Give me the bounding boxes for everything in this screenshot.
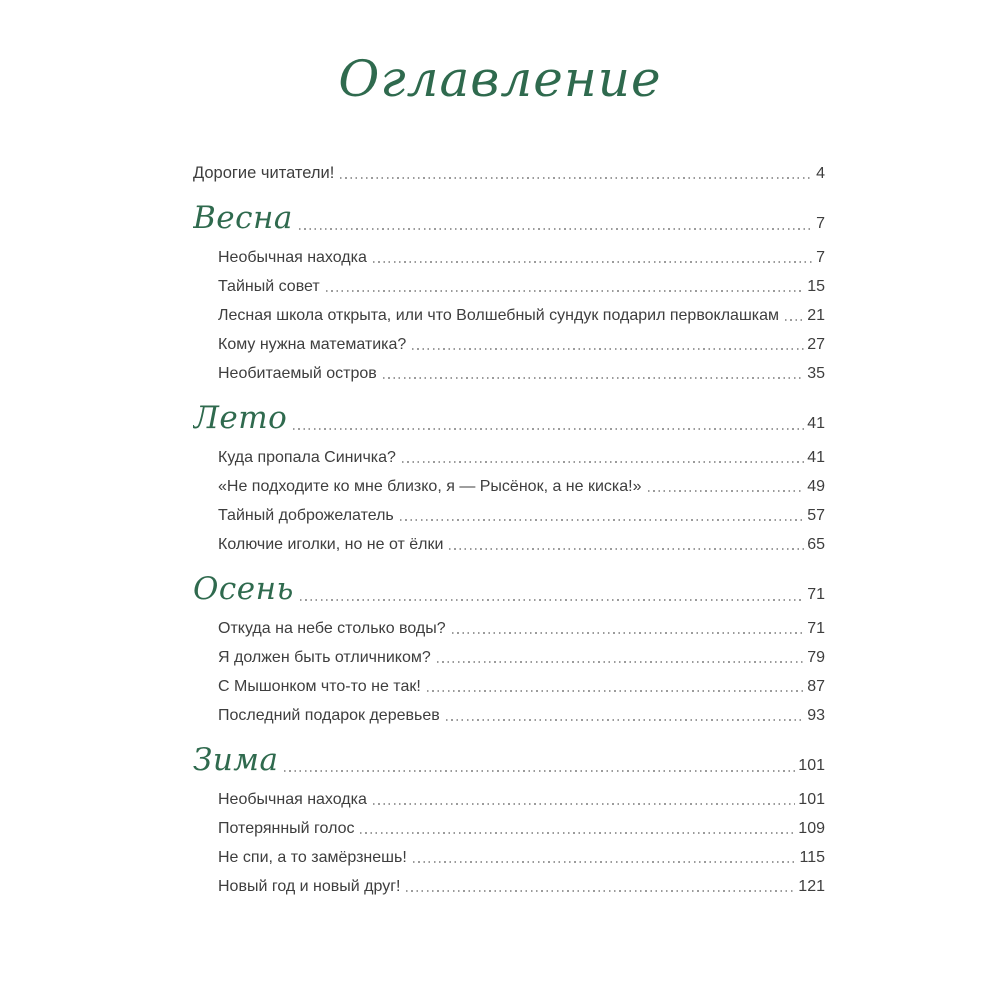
dot-leader [284,770,795,772]
toc-entry-row-page-number: 109 [798,820,825,837]
toc-entry-row-page-number: 115 [799,849,825,866]
toc-entry-row-page-number: 93 [807,707,825,724]
toc-section-row [193,740,825,780]
toc-entry-row-page-number: 41 [807,449,825,466]
toc-section-row-page-number: 71 [807,586,825,603]
toc-entry-row-label: Лесная школа открыта, или что Волшебный сундук подарил первоклашкам [218,307,780,324]
toc-entry-row [193,248,825,267]
toc-entry-row [193,648,825,667]
toc-section-row [193,398,825,438]
toc-entry-row-label: Необычная находка [218,791,367,808]
dot-leader [412,348,804,350]
toc-entry-row-page-number: 87 [807,678,825,695]
dot-leader [427,690,804,692]
toc-section-row-label: Осень [193,571,294,607]
toc-entry-row-label: Не спи, а то замёрзнешь! [218,849,407,866]
toc-intro-row-label: Дорогие читатели! [193,164,335,182]
toc-entry-row [193,619,825,638]
toc-section-row-page-number: 7 [816,215,825,232]
toc-entry-row [193,535,825,554]
dot-leader [452,632,805,634]
dot-leader [326,290,805,292]
toc-section-row-page-number: 41 [807,415,825,432]
toc-entry-row [193,364,825,383]
toc-entry-row-label: С Мышонком что-то не так! [218,678,421,695]
dot-leader [402,461,804,463]
dot-leader [293,428,804,430]
toc-section-row [193,569,825,609]
toc-entry-row [193,819,825,838]
toc-entry-row [193,448,825,467]
toc-entry-row-label: Кому нужна математика? [218,336,407,353]
toc-entry-row [193,790,825,809]
toc-section-row-label: Весна [193,200,293,236]
dot-leader [648,490,805,492]
toc-intro-row [193,164,825,183]
toc-entry-row-page-number: 57 [807,507,825,524]
toc-intro-row-page-number: 4 [816,165,825,182]
dot-leader [360,832,795,834]
toc-entry-row [193,277,825,296]
toc-entry-row [193,848,825,867]
toc-entry-row-page-number: 7 [816,249,825,266]
toc-entry-row [193,677,825,696]
toc-section-row-label: Лето [193,400,288,436]
toc-entry-row-page-number: 27 [807,336,825,353]
dot-leader [449,548,804,550]
dot-leader [383,377,804,379]
toc-entry-row-page-number: 15 [807,278,825,295]
toc-entry-row-page-number: 35 [807,365,825,382]
toc-entry-row-page-number: 71 [807,620,825,637]
toc-entry-row-label: Откуда на небе столько воды? [218,620,446,637]
toc-entry-row-label: «Не подходите ко мне близко, я — Рысёнок, а не киска!» [218,478,642,495]
dot-leader [437,661,804,663]
toc-entry-row [193,506,825,525]
toc-entry-row-label: Тайный доброжелатель [218,507,394,524]
toc-list [193,164,825,896]
toc-entry-row-page-number: 65 [807,536,825,553]
toc-entry-row [193,335,825,354]
toc-section-row-label: Зима [193,742,279,778]
dot-leader [340,177,813,179]
toc-section-row-page-number: 101 [798,757,825,774]
toc-entry-row-page-number: 49 [807,478,825,495]
page-title: Оглавление [338,50,662,108]
toc-entry-row-page-number: 21 [807,307,825,324]
toc-entry-row [193,477,825,496]
toc-entry-row [193,306,825,325]
toc-entry-row-label: Колючие иголки, но не от ёлки [218,536,444,553]
toc-entry-row-label: Тайный совет [218,278,320,295]
toc-entry-row-page-number: 121 [798,878,825,895]
dot-leader [400,519,804,521]
dot-leader [446,719,804,721]
toc-entry-row-label: Последний подарок деревьев [218,707,440,724]
toc-entry-row-label: Новый год и новый друг! [218,878,401,895]
toc-entry-row-page-number: 79 [807,649,825,666]
toc-section-row [193,198,825,238]
toc-entry-row-page-number: 101 [798,791,825,808]
dot-leader [785,319,804,321]
dot-leader [373,261,813,263]
toc-entry-row-label: Куда пропала Синичка? [218,449,396,466]
dot-leader [300,599,804,601]
dot-leader [373,803,795,805]
toc-entry-row-label: Необитаемый остров [218,365,377,382]
toc-entry-row [193,877,825,896]
dot-leader [413,861,797,863]
toc-entry-row-label: Я должен быть отличником? [218,649,431,666]
dot-leader [299,228,813,230]
dot-leader [406,890,795,892]
toc-entry-row-label: Потерянный голос [218,820,355,837]
toc-entry-row-label: Необычная находка [218,249,367,266]
toc-entry-row [193,706,825,725]
